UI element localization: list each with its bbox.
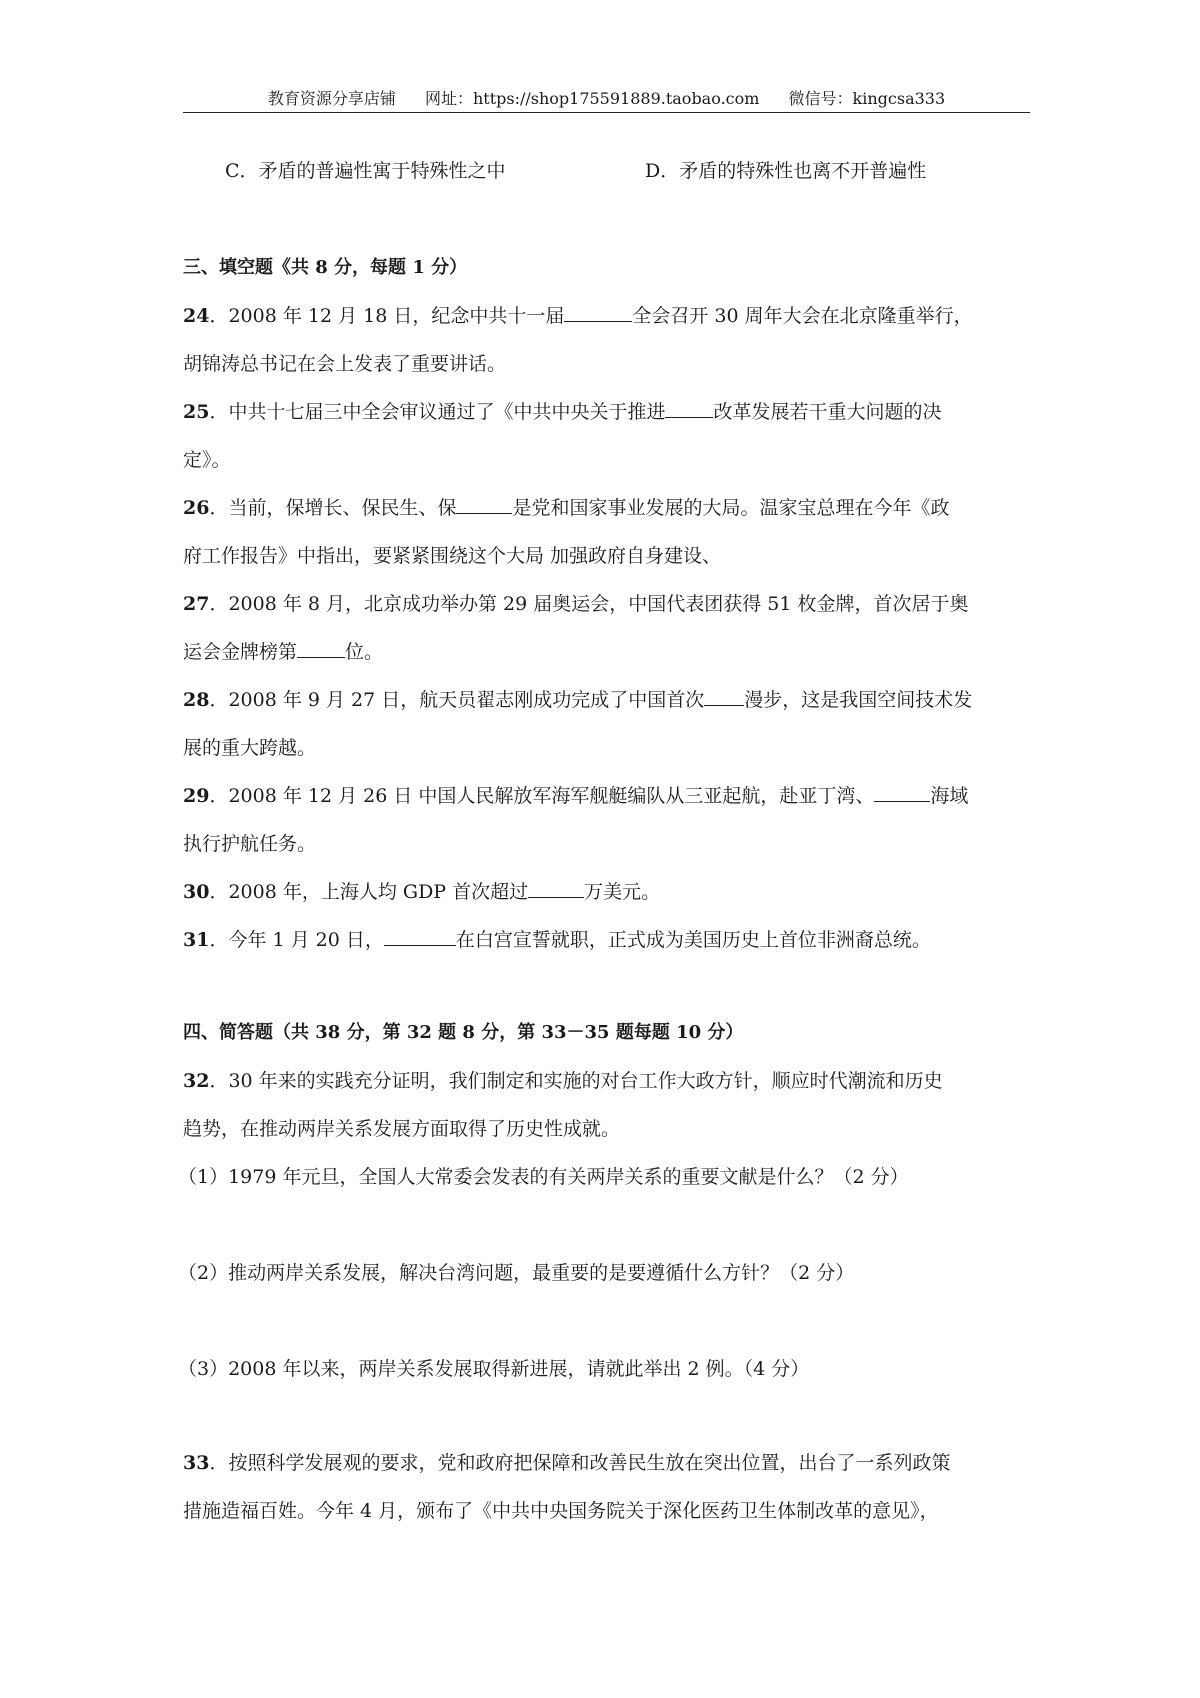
question-29: [183, 781, 968, 808]
question-24-line-2: 胡锦涛总书记在会上发表了重要讲话。: [183, 353, 507, 375]
question-text: ．2008 年，上海人均 GDP 首次超过: [209, 881, 529, 903]
question-33: [183, 1448, 950, 1475]
question-30: [183, 877, 660, 904]
blank-line: [384, 927, 456, 946]
header-website: 网址：https://shop175591889.taobao.com: [424, 89, 760, 108]
question-32-sub-2: （2）推动两岸关系发展，解决台湾问题，最重要的是要遵循什么方针？（2 分）: [178, 1262, 855, 1284]
question-text: 全会召开 30 周年大会在北京隆重举行，: [632, 305, 973, 327]
page-header: [183, 86, 1030, 112]
question-text: 万美元。: [584, 881, 661, 903]
question-text: ．2008 年 12 月 18 日，纪念中共十一届: [209, 305, 565, 327]
blank-line: [564, 303, 632, 322]
blank-line: [297, 639, 345, 658]
question-number: 28: [183, 689, 210, 711]
section-3-title: 三、填空题《共 8 分，每题 1 分）: [183, 257, 468, 278]
question-25-line-2: 定》。: [183, 449, 231, 471]
question-number: 29: [183, 785, 210, 807]
question-27: [183, 589, 969, 616]
question-number: 27: [183, 593, 210, 615]
blank-line: [704, 687, 744, 706]
question-text: ．当前，保增长、保民生、保: [209, 497, 457, 519]
question-text: 改革发展若干重大问题的决: [713, 401, 942, 423]
option-d: D．矛盾的特殊性也离不开普遍性: [645, 160, 927, 182]
question-number: 26: [183, 497, 210, 519]
question-text: 海域: [930, 785, 969, 807]
blank-line: [528, 879, 584, 898]
question-number: 30: [183, 881, 210, 903]
question-text: 漫步，这是我国空间技术发: [744, 689, 973, 711]
blank-line: [456, 495, 512, 514]
blank-line: [665, 399, 713, 418]
question-33-line-2: 措施造福百姓。今年 4 月，颁布了《中共中央国务院关于深化医药卫生体制改革的意见》，: [183, 1500, 939, 1522]
question-28-line-2: 展的重大跨越。: [183, 737, 317, 759]
question-text: ．按照科学发展观的要求，党和政府把保障和改善民生放在突出位置，出台了一系列政策: [209, 1452, 951, 1474]
question-number: 24: [183, 305, 210, 327]
question-number: 32: [183, 1070, 210, 1092]
header-wechat: 微信号：kingcsa333: [788, 89, 946, 108]
question-text: 运会金牌榜第: [183, 641, 298, 663]
question-24: [183, 301, 973, 328]
question-text: 位。: [345, 641, 384, 663]
question-27-line-2: [183, 637, 383, 664]
header-divider: [183, 112, 1030, 113]
question-text: ．中共十七届三中全会审议通过了《中共中央关于推进: [209, 401, 666, 423]
question-32: [183, 1066, 943, 1093]
question-number: 31: [183, 929, 210, 951]
option-c: C．矛盾的普遍性寓于特殊性之中: [225, 160, 506, 182]
question-text: ．2008 年 8 月，北京成功举办第 29 届奥运会，中国代表团获得 51 枚金牌，首次居于奥: [209, 593, 969, 615]
question-32-line-2: 趋势，在推动两岸关系发展方面取得了历史性成就。: [183, 1118, 621, 1140]
question-25: [183, 397, 941, 424]
question-28: [183, 685, 972, 712]
blank-line: [874, 783, 930, 802]
question-number: 33: [183, 1452, 210, 1474]
question-31: [183, 925, 931, 952]
header-shop: 教育资源分享店铺: [267, 89, 396, 108]
question-text: ．30 年来的实践充分证明，我们制定和实施的对台工作大政方针，顺应时代潮流和历史: [209, 1070, 943, 1092]
question-number: 25: [183, 401, 210, 423]
question-29-line-2: 执行护航任务。: [183, 833, 317, 855]
question-32-sub-3: （3）2008 年以来，两岸关系发展取得新进展，请就此举出 2 例。（4 分）: [178, 1358, 810, 1380]
question-26-line-2: 府工作报告》中指出，要紧紧围绕这个大局 加强政府自身建设、: [183, 545, 722, 567]
question-text: ．2008 年 9 月 27 日，航天员翟志刚成功完成了中国首次: [209, 689, 705, 711]
question-text: ．今年 1 月 20 日，: [209, 929, 384, 951]
question-text: 在白宫宣誓就职，正式成为美国历史上首位非洲裔总统。: [455, 929, 931, 951]
question-text: ．2008 年 12 月 26 日 中国人民解放军海军舰艇编队从三亚起航，赴亚丁湾、: [209, 785, 875, 807]
question-text: 是党和国家事业发展的大局。温家宝总理在今年《政: [512, 497, 950, 519]
question-26: [183, 493, 949, 520]
section-4-title: 四、简答题（共 38 分，第 32 题 8 分，第 33－35 题每题 10 分）: [183, 1022, 744, 1043]
question-32-sub-1: （1）1979 年元旦，全国人大常委会发表的有关两岸关系的重要文献是什么？（2 分）: [178, 1166, 909, 1188]
